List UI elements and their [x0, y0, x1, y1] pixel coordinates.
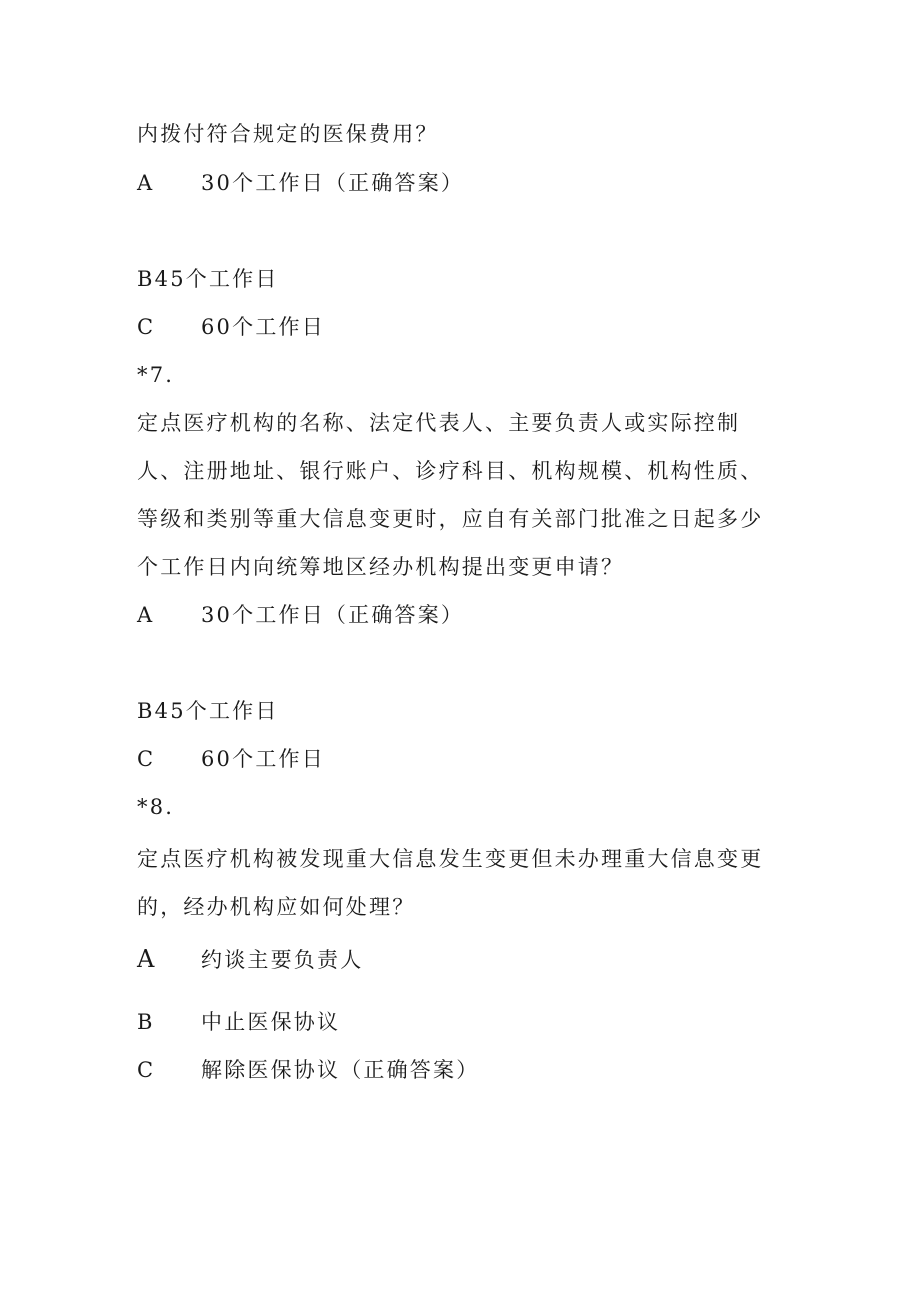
option-letter: A — [137, 171, 155, 195]
question-7-option-c — [137, 745, 325, 773]
option-text: 30个工作日（正确答案） — [201, 171, 465, 195]
question-6-text-tail: 内拨付符合规定的医保费用？ — [137, 122, 439, 146]
question-7-text-line-4: 个工作日内向统筹地区经办机构提出变更申请？ — [137, 555, 625, 579]
option-letter: B — [137, 699, 155, 723]
option-letter: B — [137, 1010, 155, 1034]
question-7-text-line-1: 定点医疗机构的名称、法定代表人、主要负责人或实际控制 — [137, 411, 741, 435]
option-letter: C — [137, 1058, 156, 1082]
option-letter: B — [137, 267, 155, 291]
question-6-option-a — [137, 169, 464, 197]
option-letter: A — [137, 603, 155, 627]
question-8-option-b — [137, 1008, 340, 1036]
question-8-text-line-2: 的，经办机构应如何处理？ — [137, 895, 416, 919]
question-8-option-a — [137, 945, 363, 974]
option-text: 45个工作日 — [154, 267, 279, 291]
option-text: 约谈主要负责人 — [201, 948, 364, 972]
option-letter: C — [137, 315, 156, 339]
question-7-text-line-3: 等级和类别等重大信息变更时，应自有关部门批准之日起多少 — [137, 507, 764, 531]
question-7-option-b — [137, 697, 279, 725]
option-text: 60个工作日 — [201, 747, 325, 771]
option-text: 30个工作日（正确答案） — [201, 603, 465, 627]
option-letter: C — [137, 747, 156, 771]
question-7-option-a — [137, 601, 464, 629]
option-text: 中止医保协议 — [201, 1010, 341, 1034]
question-6-option-b — [137, 265, 279, 293]
question-8-option-c — [137, 1056, 479, 1084]
question-6-option-c — [137, 313, 325, 341]
option-text: 45个工作日 — [154, 699, 279, 723]
question-7-number: *7. — [137, 363, 175, 387]
option-text: 解除医保协议（正确答案） — [201, 1058, 480, 1082]
option-letter: A — [137, 945, 157, 973]
question-8-number: *8. — [137, 795, 175, 819]
question-8-text-line-1: 定点医疗机构被发现重大信息发生变更但未办理重大信息变更 — [137, 847, 764, 871]
question-7-text-line-2: 人、注册地址、银行账户、诊疗科目、机构规模、机构性质、 — [137, 459, 764, 483]
option-text: 60个工作日 — [201, 315, 325, 339]
